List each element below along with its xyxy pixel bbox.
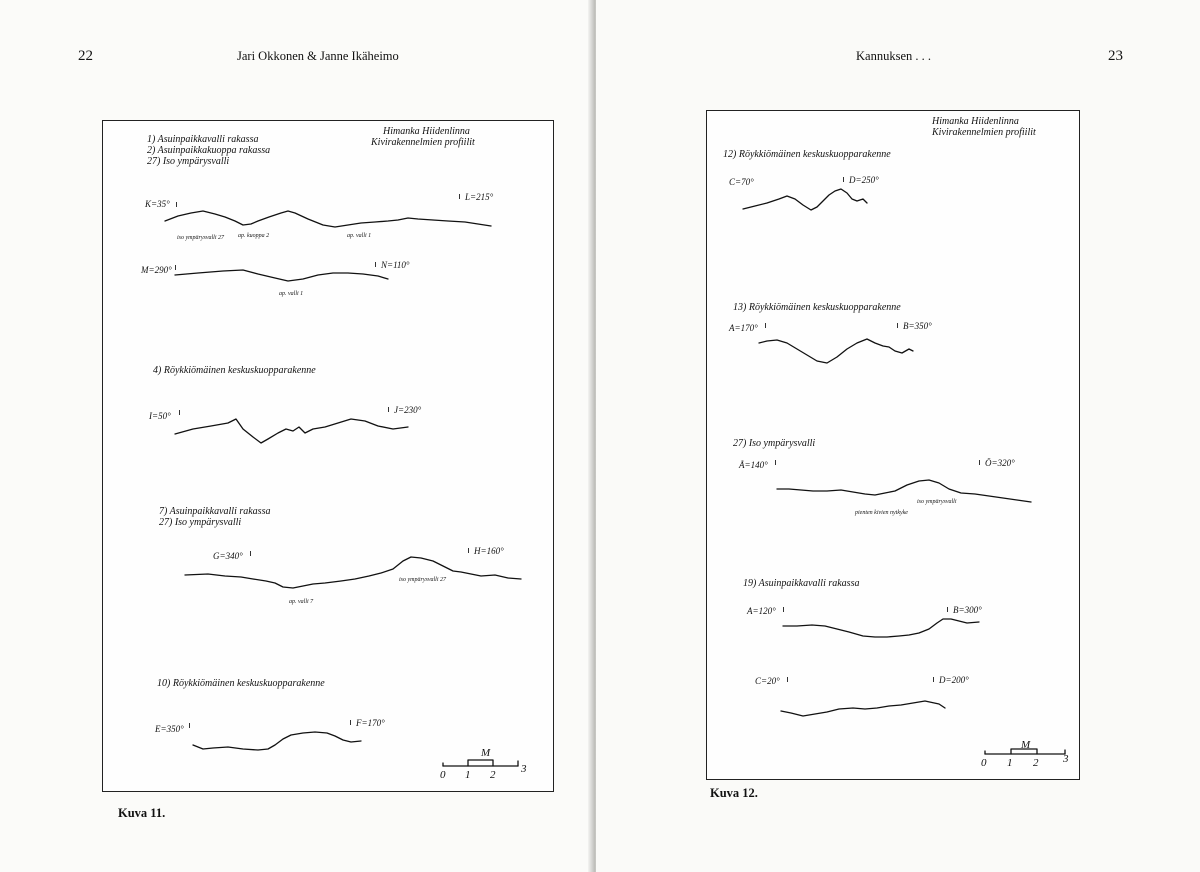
profile-i-j (175, 419, 408, 443)
marker-c-19 (787, 677, 788, 682)
label-j: J=230° (394, 405, 422, 415)
profile-e-f (193, 732, 361, 750)
marker-n (375, 262, 376, 267)
caption-kuva-11: Kuva 11. (118, 806, 166, 820)
label-a-13: A=170° (729, 323, 758, 333)
label-o-27: Ö=320° (985, 458, 1015, 468)
scale-3-left: 3 (521, 763, 527, 775)
caption-kuva-12: Kuva 12. (710, 786, 758, 800)
label-n: N=110° (381, 260, 410, 270)
marker-a-13 (765, 323, 766, 328)
left-page-number: 22 (78, 48, 93, 64)
profile-a-o (777, 480, 1031, 502)
marker-o-27 (979, 460, 980, 465)
label-l: L=215° (465, 192, 494, 202)
group-1-line-2: 2) Asuinpaikkakuoppa rakassa (147, 145, 271, 156)
group-7-line-2: 27) Iso ympärysvalli (159, 517, 242, 528)
scale-unit-right: M (1021, 739, 1031, 751)
label-iso-ymparysvalli: iso ympärysvalli (917, 499, 957, 505)
scale-0-left: 0 (440, 769, 446, 781)
label-d-19: D=200° (939, 675, 969, 685)
right-running-head: Kannuksen . . . (856, 49, 931, 63)
marker-d-12 (843, 177, 844, 182)
figure-12-title-line-2: Kivirakennelmien profiilit (932, 127, 1036, 138)
marker-e (189, 723, 190, 728)
label-h: H=160° (474, 546, 504, 556)
marker-l (459, 194, 460, 199)
scale-2-left: 2 (490, 769, 496, 781)
figure-11-frame (102, 120, 554, 792)
label-f: F=170° (356, 718, 385, 728)
label-ap-kuoppa-2: ap. kuoppa 2 (238, 233, 270, 239)
marker-g (250, 551, 251, 556)
profile-m-n (175, 270, 388, 281)
scale-0-right: 0 (981, 757, 987, 769)
scale-1-left: 1 (465, 769, 471, 781)
scale-3-right: 3 (1063, 753, 1069, 765)
label-iso-ymparysvalli-27: iso ympärysvalli 27 (177, 235, 224, 241)
right-page (596, 0, 1200, 872)
group-12-heading: 12) Röykkiömäinen keskuskuopparakenne (723, 149, 891, 160)
label-k: K=35° (145, 199, 170, 209)
label-c-12: C=70° (729, 177, 754, 187)
label-b-13: B=350° (903, 321, 932, 331)
marker-b-13 (897, 323, 898, 328)
label-a-27: Å=140° (739, 460, 768, 470)
label-a-19: A=120° (747, 606, 776, 616)
figure-11-title-line-2: Kivirakennelmien profiilit (371, 137, 475, 148)
label-m: M=290° (141, 265, 172, 275)
label-pienten-kivien: pienten kivien nytkyke (855, 510, 908, 516)
figure-12-frame (706, 110, 1080, 780)
marker-m (175, 265, 176, 270)
marker-j (388, 407, 389, 412)
label-ap-valli-7: ap. valli 7 (289, 599, 314, 605)
label-g: G=340° (213, 551, 243, 561)
marker-d-19 (933, 677, 934, 682)
figure-11-profiles (103, 121, 553, 791)
marker-k (176, 202, 177, 207)
group-27-heading: 27) Iso ympärysvalli (733, 438, 816, 449)
marker-f (350, 720, 351, 725)
label-d-12: D=250° (849, 175, 879, 185)
scale-unit-left: M (481, 747, 491, 759)
marker-b-19 (947, 607, 948, 612)
marker-h (468, 548, 469, 553)
right-page-number: 23 (1108, 48, 1123, 64)
left-running-head: Jari Okkonen & Janne Ikäheimo (237, 49, 399, 63)
label-c-19: C=20° (755, 676, 780, 686)
group-13-heading: 13) Röykkiömäinen keskuskuopparakenne (733, 302, 901, 313)
group-19-heading: 19) Asuinpaikkavalli rakassa (743, 578, 860, 589)
label-i: I=50° (149, 411, 171, 421)
group-4-heading: 4) Röykkiömäinen keskuskuopparakenne (153, 365, 316, 376)
figure-11-title-line-1: Himanka Hiidenlinna (383, 126, 470, 137)
label-b-19: B=300° (953, 605, 982, 615)
marker-a-27 (775, 460, 776, 465)
label-ap-valli-1b: ap. valli 1 (279, 291, 304, 297)
group-10-heading: 10) Röykkiömäinen keskuskuopparakenne (157, 678, 325, 689)
group-1-line-1: 1) Asuinpaikkavalli rakassa (147, 134, 259, 145)
label-ap-valli-1a: ap. valli 1 (347, 233, 372, 239)
label-iso-ymparysvalli-27b: iso ympärysvalli 27 (399, 577, 446, 583)
label-e: E=350° (155, 724, 184, 734)
scale-1-right: 1 (1007, 757, 1013, 769)
scale-2-right: 2 (1033, 757, 1039, 769)
profile-k-l (165, 211, 491, 227)
profile-c-d-19 (781, 701, 945, 716)
group-7-line-1: 7) Asuinpaikkavalli rakassa (159, 506, 271, 517)
profile-a-b-19 (783, 619, 979, 637)
marker-a-19 (783, 607, 784, 612)
left-page (0, 0, 592, 872)
marker-i (179, 410, 180, 415)
group-1-line-3: 27) Iso ympärysvalli (147, 156, 230, 167)
profile-a-b (759, 339, 913, 363)
profile-c-d (743, 189, 867, 210)
figure-12-title-line-1: Himanka Hiidenlinna (932, 116, 1019, 127)
